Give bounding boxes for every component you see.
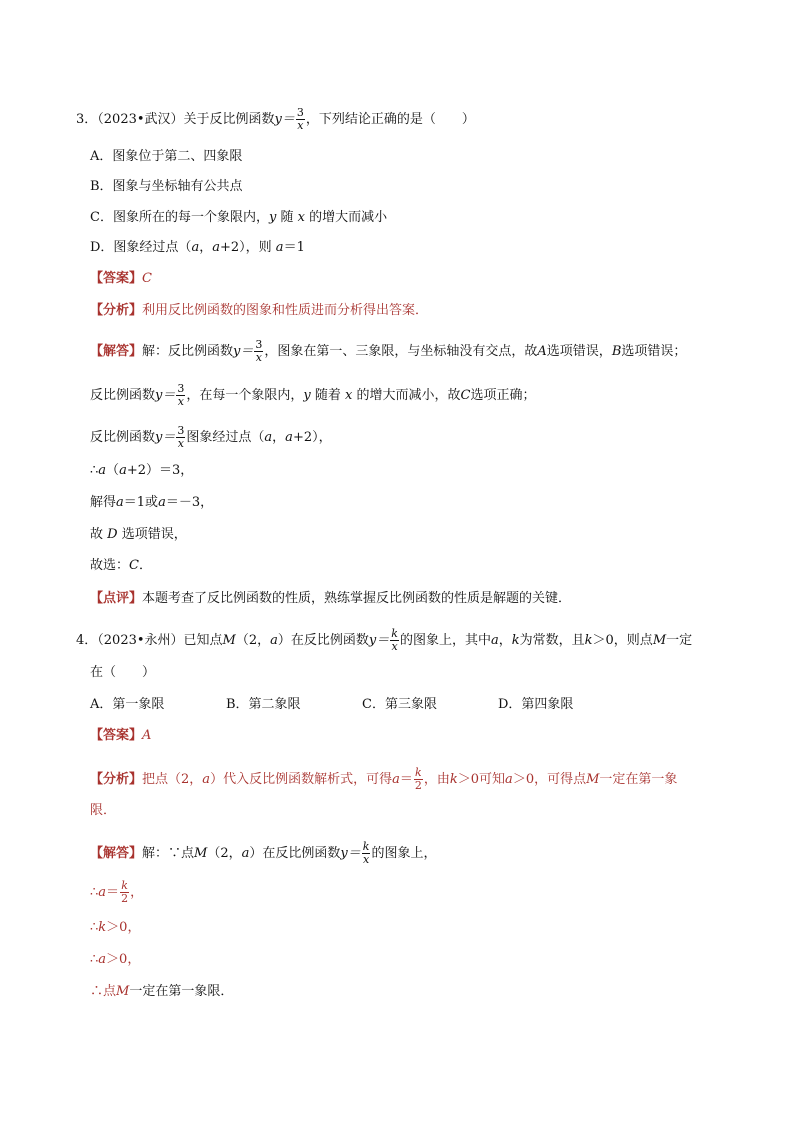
q4-analysis: 【分析】把点（2，a）代入反比例函数解析式，可得a＝ $\frac{k}{2}$ ，由k＞0可知a＞0，可得点M一定在第一象 [90,766,678,792]
q4-option-b: B．第二象限 [226,697,301,712]
q4-solution-line1: 【解答】解：∵点M（2，a）在反比例函数y＝ $\frac{k}{x}$ 的图象上， [90,840,437,866]
q3-solution-line4: ∴a（a+2）＝3， [90,463,194,478]
q4-options [90,696,634,714]
q4-solution-line4: ∴a＞0， [90,952,141,967]
q4-solution-line5: ∴点M一定在第一象限． [90,984,234,999]
q3-solution-line2: 反比例函数y＝ $\frac{3}{x}$ ，在每一个象限内，y 随着 x 的增大而减小，故C选项正确； [90,382,536,408]
q3-option-c: C．图象所在的每一个象限内，y 随 x 的增大而减小 [90,210,388,225]
q3-solution-line1: 【解答】解：反比例函数y＝ $\frac{3}{x}$ ，图象在第一、三象限，与坐标轴没有交点，故A选项错误，B选项错误； [90,338,687,364]
q4-analysis-line2: 限． [90,803,117,818]
q3-stem: 3．（2023•武汉）关于反比例函数y＝ $\frac{3}{x}$ ，下列结论正确的是（ ） [76,106,475,132]
q3-answer: 【答案】C [90,271,152,286]
q3-solution-line5: 解得a＝1或a＝－3， [90,495,214,510]
q4-option-a: A．第一象限 [90,697,165,712]
q3-option-d: D．图象经过点（a，a+2），则 a＝1 [90,240,305,255]
q4-solution-line2: ∴a＝ $\frac{k}{2}$ ， [90,879,144,905]
q4-stem-line2: 在（ ） [90,665,156,680]
q3-option-b: B．图象与坐标轴有公共点 [90,179,243,194]
q4-fraction: $\frac{k}{x}$ [391,627,398,653]
q4-option-c: C．第三象限 [362,697,437,712]
q4-stem: 4．（2023•永州）已知点M（2，a）在反比例函数y＝ $\frac{k}{x}$ 的图象上，其中a，k为常数，且k＞0，则点M一定 [76,627,693,653]
q3-solution-line7: 故选：C． [90,558,152,573]
q3-analysis: 【分析】利用反比例函数的图象和性质进而分析得出答案． [90,303,429,318]
q4-answer: 【答案】A [90,728,152,743]
q3-comment: 【点评】本题考查了反比例函数的性质，熟练掌握反比例函数的性质是解题的关键． [90,591,572,606]
q3-solution-line3: 反比例函数y＝ $\frac{3}{x}$ 图象经过点（a，a+2）， [90,424,332,450]
q4-solution-line3: ∴k＞0， [90,920,141,935]
q4-option-d: D．第四象限 [498,697,574,712]
q3-fraction: $\frac{3}{x}$ [296,106,304,132]
q3-solution-line6: 故 D 选项错误， [90,527,187,542]
q3-option-a: A．图象位于第二、四象限 [90,149,243,164]
